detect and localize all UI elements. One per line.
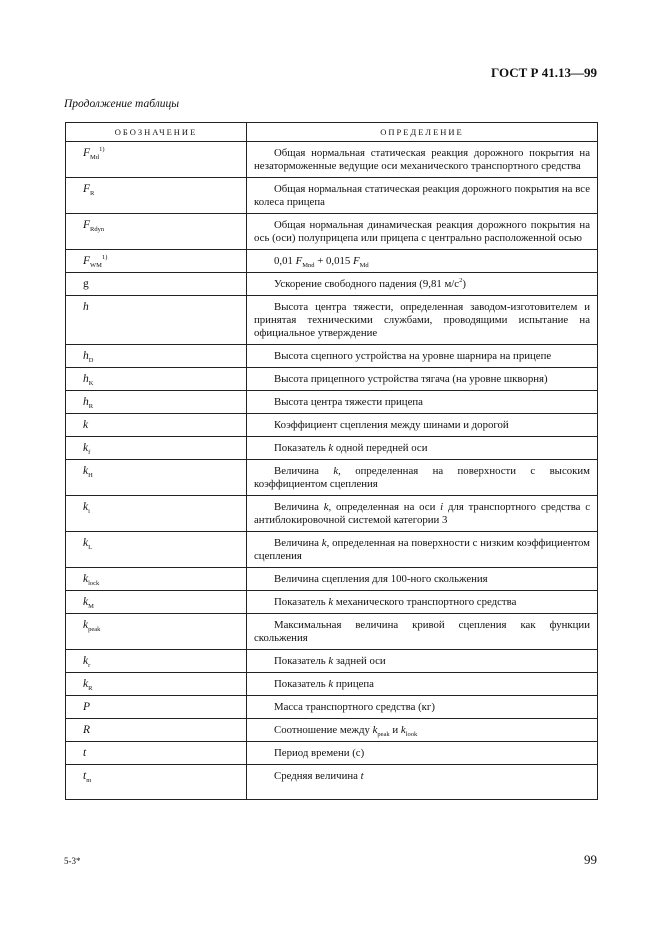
symbol-subscript: Md xyxy=(90,154,100,161)
definition-text: механического транспортного средства xyxy=(335,596,517,608)
definition-cell xyxy=(247,742,598,765)
definition-text: прицепа xyxy=(335,678,374,690)
definitions-table xyxy=(65,122,598,800)
symbol-subscript: R xyxy=(88,685,93,692)
table-row xyxy=(66,650,598,673)
symbol-base: k xyxy=(83,655,89,667)
print-signature-mark: 5-3* xyxy=(64,856,81,866)
definition-cell xyxy=(247,496,598,532)
definition-text: Высота прицепного устройства тягача (на уровне шкворня) xyxy=(274,373,548,385)
formula-subscript: look xyxy=(405,731,418,738)
table-row xyxy=(66,591,598,614)
formula-operator: + 0,015 xyxy=(317,255,351,267)
definition-prefix: Показатель xyxy=(274,442,326,454)
table-row xyxy=(66,391,598,414)
formula-symbol: k xyxy=(400,724,406,736)
symbol-base: k xyxy=(83,678,89,690)
definition-cell xyxy=(247,296,598,345)
definition-cell xyxy=(247,345,598,368)
definition-text: определенная на поверхности с низким коэффициентом сцепления xyxy=(254,537,591,562)
symbol-base: h xyxy=(83,396,89,408)
symbol-base: R xyxy=(83,724,91,736)
table-row xyxy=(66,460,598,496)
definition-cell xyxy=(247,696,598,719)
symbol-cell xyxy=(66,296,247,345)
definition-prefix: Показатель xyxy=(274,678,326,690)
formula-subscript: Md xyxy=(359,262,369,269)
table-row xyxy=(66,765,598,800)
definition-inline-symbol: k xyxy=(328,442,334,454)
definitions-table-body xyxy=(66,142,598,800)
definition-text: Масса транспортного средства (кг) xyxy=(274,701,435,713)
symbol-subscript: L xyxy=(88,544,93,551)
definition-conjunction: и xyxy=(392,724,399,736)
symbol-footnote-mark: 1) xyxy=(101,254,108,261)
definition-cell xyxy=(247,765,598,800)
symbol-base: F xyxy=(83,183,91,195)
definition-text: Максимальная величина кривой сцепления как функции скольжения xyxy=(254,619,590,644)
definition-cell xyxy=(247,391,598,414)
symbol-cell xyxy=(66,414,247,437)
table-row xyxy=(66,719,598,742)
symbol-cell xyxy=(66,591,247,614)
table-row xyxy=(66,142,598,178)
symbol-base: k xyxy=(83,419,89,431)
definition-text: определенная на оси xyxy=(336,501,436,513)
symbol-subscript: peak xyxy=(88,626,101,633)
table-header-row xyxy=(66,123,598,142)
symbol-subscript: f xyxy=(88,449,91,456)
definition-prefix: Средняя величина xyxy=(274,770,358,782)
definition-cell xyxy=(247,650,598,673)
symbol-base: h xyxy=(83,373,89,385)
symbol-cell xyxy=(66,568,247,591)
table-row xyxy=(66,614,598,650)
symbol-cell xyxy=(66,765,247,800)
symbol-subscript: lock xyxy=(88,580,100,587)
definition-text: Коэффициент сцепления между шинами и дорогой xyxy=(274,419,509,431)
definition-cell xyxy=(247,614,598,650)
definition-inline-symbol: t xyxy=(360,770,364,782)
symbol-footnote-mark: 1) xyxy=(99,146,105,153)
symbol-subscript: R xyxy=(88,403,94,410)
table-row xyxy=(66,437,598,460)
symbol-base: k xyxy=(83,465,89,477)
definition-prefix: Показатель xyxy=(274,655,326,667)
definition-cell xyxy=(247,178,598,214)
definition-cell xyxy=(247,414,598,437)
formula-symbol: F xyxy=(295,255,303,267)
symbol-base: t xyxy=(83,747,87,759)
definition-prefix: Величина xyxy=(274,501,319,513)
definition-cell xyxy=(247,591,598,614)
symbol-cell xyxy=(66,214,247,250)
formula-symbol: k xyxy=(372,724,378,736)
symbol-cell xyxy=(66,719,247,742)
definition-text: задней оси xyxy=(335,655,386,667)
definition-text: Высота центра тяжести прицепа xyxy=(274,396,423,408)
definition-cell xyxy=(247,568,598,591)
definition-tail: ) xyxy=(462,278,466,290)
document-code: ГОСТ Р 41.13—99 xyxy=(491,65,597,80)
symbol-subscript: H xyxy=(88,472,93,479)
definition-text: Общая нормальная статическая реакция дорожного покрытия на незаторможенные ведущие оси механического транспортного средства xyxy=(254,147,590,172)
table-row xyxy=(66,368,598,391)
symbol-cell xyxy=(66,614,247,650)
definition-inline-symbol: k xyxy=(328,596,334,608)
definition-cell xyxy=(247,437,598,460)
table-row xyxy=(66,178,598,214)
table-row xyxy=(66,673,598,696)
symbol-base: h xyxy=(83,350,89,362)
definition-text: Период времени (с) xyxy=(274,747,365,759)
symbol-base: k xyxy=(83,619,89,631)
definition-cell xyxy=(247,250,598,273)
definition-prefix: Величина xyxy=(274,537,319,549)
definition-text: Общая нормальная статическая реакция дорожного покрытия на все колеса прицепа xyxy=(254,183,590,208)
definition-inline-symbol: k xyxy=(328,678,334,690)
table-row xyxy=(66,742,598,765)
definition-cell xyxy=(247,460,598,496)
definition-cell xyxy=(247,719,598,742)
symbol-cell xyxy=(66,368,247,391)
definition-cell xyxy=(247,368,598,391)
symbol-cell xyxy=(66,532,247,568)
symbol-base: F xyxy=(83,147,91,159)
symbol-cell xyxy=(66,391,247,414)
symbol-cell xyxy=(66,142,247,178)
symbol-cell xyxy=(66,742,247,765)
unit-exponent: 2 xyxy=(459,277,463,284)
table-row xyxy=(66,296,598,345)
definition-text: Высота центра тяжести, определенная заводом-изготовителем и принятая техническими службами, проводящими испытание на официальное утверждение xyxy=(254,301,590,339)
symbol-subscript: K xyxy=(88,380,94,387)
definition-prefix: Величина xyxy=(274,465,319,477)
table-row xyxy=(66,273,598,296)
table-row xyxy=(66,568,598,591)
definition-cell xyxy=(247,673,598,696)
symbol-base: F xyxy=(83,255,91,267)
symbol-base: k xyxy=(83,501,89,513)
definition-cell xyxy=(247,532,598,568)
symbol-subscript: i xyxy=(88,508,90,515)
table-row xyxy=(66,414,598,437)
symbol-base: P xyxy=(83,701,91,713)
symbol-cell xyxy=(66,496,247,532)
table-row xyxy=(66,696,598,719)
definition-text: Ускорение свободного падения (9,81 м/с xyxy=(274,278,460,290)
symbol-cell xyxy=(66,650,247,673)
symbol-cell xyxy=(66,696,247,719)
definition-text: Общая нормальная динамическая реакция дорожного покрытия на ось (оси) полуприцепа или прицепа с центрально расположенной осью xyxy=(254,219,590,244)
definition-prefix: Соотношение между xyxy=(274,724,370,736)
column-header-definition: ОПРЕДЕЛЕНИЕ xyxy=(247,123,598,142)
definition-prefix: Показатель xyxy=(274,596,326,608)
definition-text: определенная на поверхности с высоким коэффициентом сцепления xyxy=(254,465,590,490)
definition-inline-symbol: i xyxy=(440,501,444,513)
symbol-base: k xyxy=(83,537,89,549)
symbol-base: F xyxy=(83,219,91,231)
formula-subscript: Mnd xyxy=(302,262,315,269)
table-row xyxy=(66,532,598,568)
definition-cell xyxy=(247,142,598,178)
symbol-base: k xyxy=(83,573,89,585)
formula-subscript: peak xyxy=(377,731,390,738)
definition-cell xyxy=(247,273,598,296)
table-row xyxy=(66,250,598,273)
definition-cell xyxy=(247,214,598,250)
symbol-cell xyxy=(66,345,247,368)
symbol-subscript: r xyxy=(88,662,91,669)
definition-inline-symbol: k, xyxy=(323,501,332,513)
definition-text: одной передней оси xyxy=(335,442,428,454)
definition-text: Величина сцепления для 100-ного скольжения xyxy=(274,573,488,585)
table-row xyxy=(66,496,598,532)
symbol-base: g xyxy=(83,278,89,290)
symbol-subscript: Rdyn xyxy=(90,226,105,233)
symbol-subscript: M xyxy=(88,603,94,610)
symbol-cell xyxy=(66,178,247,214)
table-row xyxy=(66,345,598,368)
definition-text: Высота сцепного устройства на уровне шарнира на прицепе xyxy=(274,350,552,362)
symbol-cell xyxy=(66,460,247,496)
definition-inline-symbol: k, xyxy=(333,465,341,477)
symbol-base: h xyxy=(83,301,89,313)
formula-symbol: F xyxy=(353,255,360,267)
symbol-base: k xyxy=(83,442,89,454)
symbol-subscript: WM xyxy=(90,262,102,269)
symbol-subscript: R xyxy=(90,190,95,197)
definition-text-continued: для транспортного средства с антиблокировочной системой категории 3 xyxy=(254,501,591,526)
symbol-subscript: m xyxy=(86,777,92,784)
symbol-cell xyxy=(66,437,247,460)
formula-coefficient: 0,01 xyxy=(274,255,293,267)
table-row xyxy=(66,214,598,250)
page-number: 99 xyxy=(584,852,597,867)
table-continuation-caption: Продолжение таблицы xyxy=(64,98,180,110)
definition-inline-symbol: k, xyxy=(321,537,330,549)
symbol-cell xyxy=(66,273,247,296)
column-header-symbol: ОБОЗНАЧЕНИЕ xyxy=(66,123,247,142)
symbol-base: t xyxy=(83,770,87,782)
symbol-base: k xyxy=(83,596,89,608)
symbol-cell xyxy=(66,673,247,696)
symbol-cell xyxy=(66,250,247,273)
symbol-subscript: D xyxy=(88,357,94,364)
definition-inline-symbol: k xyxy=(328,655,334,667)
